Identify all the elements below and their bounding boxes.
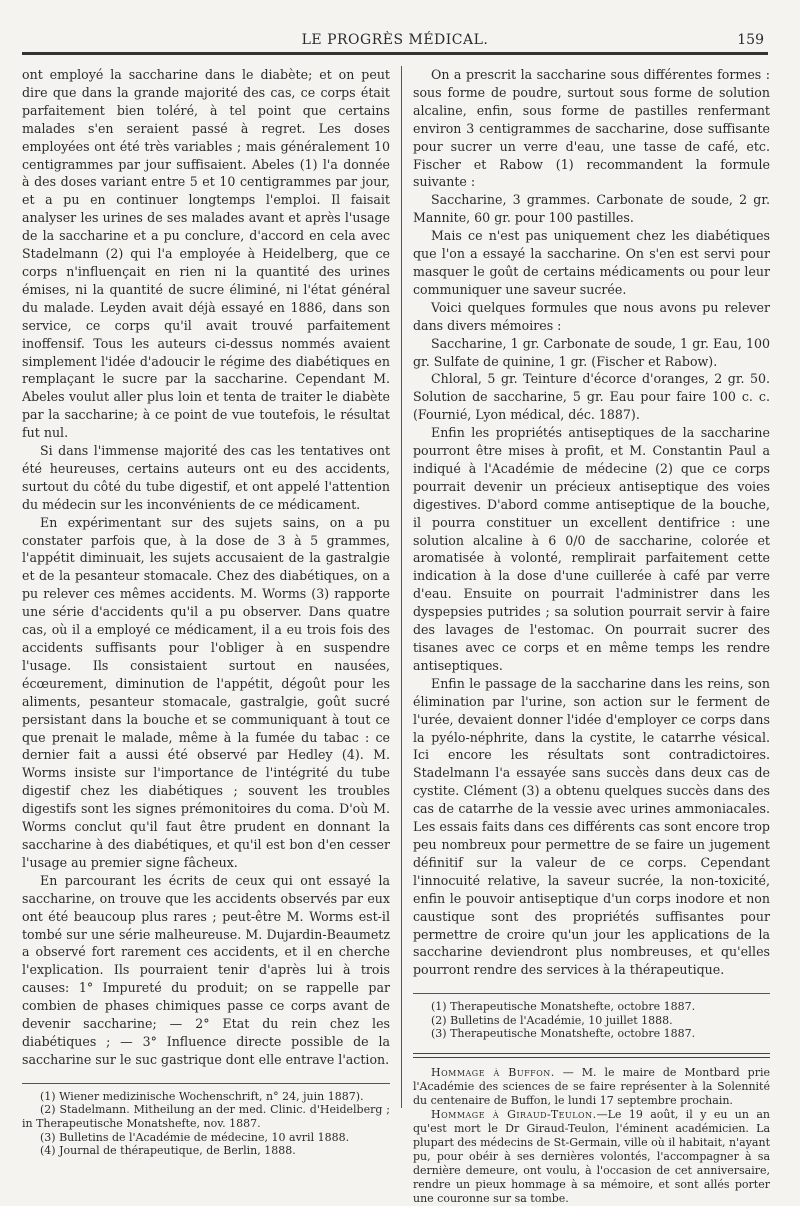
paragraph: Enfin les propriétés antiseptiques de la saccharine pourront être mises à profit, et M. Constantin Paul a indiqué à l'Académie de médecine (2) que ce corps pourrait devenir un précieux antiseptique des voies digestives. D'abord comme antiseptique de la bouche, il pourra constituer un excellent dentifrice : une solution alcaline à 6 0/0 de saccharine, colorée et aromatisée à volonté, remplirait parfaitement cette indication à la dose d'une cuillerée à café par verre d'eau. Ensuite on pourrait l'administrer dans les dyspepsies putrides ; sa solution pourrait servir à faire des lavages de l'estomac. On pourrait sucrer des tisanes avec ce corps et en même temps les rendre antiseptiques. — [413, 425, 770, 673]
news-notice — [413, 1066, 770, 1108]
footnote: (4) Journal de thérapeutique, de Berlin, 1888. — [40, 1144, 296, 1158]
paragraph: Si dans l'immense majorité des cas les tentatives ont été heureuses, certains auteurs ont eu des accidents, surtout du côté du tube digestif, et ont appelé l'attention du médecin sur les inconvénients de ce médicament. — [22, 443, 390, 512]
paragraph: Enfin le passage de la saccharine dans les reins, son élimination par l'urine, son action sur le ferment de l'urée, devaient donner l'idée d'employer ce corps dans la pyélo-néphrite, dans la cystite, le catarrhe vésical. Ici encore les résultats sont contradictoires. Stadelmann l'a essayée sans succès dans deux cas de cystite. Clément (3) a obtenu quelques succès dans des cas de catarrhe de la vessie avec urines ammoniacales. Les essais faits dans ces différents cas sont encore trop peu nombreux pour permettre de se faire un jugement définitif sur la valeur de ce corps. Cependant l'innocuité relative, la saveur sucrée, la non-toxicité, enfin le pouvoir antiseptique d'un corps inodore et non caustique sont des propriétés suffisantes pour permettre de croire qu'un jour les applications de la saccharine deviendront plus nombreuses, et qu'elles pourront rendre des services à la thérapeutique. — [413, 675, 770, 978]
notice-text: —Le 19 août, il y eu un an qu'est mort le Dr Giraud-Teulon, l'éminent académicien. La plupart des médecins de St-Germain, ville où il habitait, n'ayant pu, pour obéir à ses dernières volontés, l'accompagner à sa dernière demeure, ont voulu, à l'occasion de cet anniversaire, rendre un pieux hommage à sa mémoire, et sont allés porter une couronne sur sa tombe. — [413, 1108, 770, 1205]
notice-heading: Hommage à Giraud-Teulon. — [431, 1108, 597, 1121]
page-number: 159 — [737, 32, 764, 48]
paragraph: En parcourant les écrits de ceux qui ont essayé la saccharine, on trouve que les accidents observés par eux ont été beaucoup plus rares ; peut-être M. Worms est-il tombé sur une série malheureuse. M. Dujardin-Beaumetz a observé fort rarement ces accidents, et il en cherche l'explication. Ils pourraient tenir d'après lui à trois causes: 1° Impureté du produit; on se rappelle par combien de phases chimiques passe ce corps avant de devenir saccharine; — 2° Etat du rein chez les diabétiques ; — 3° Influence directe possible de la saccharine sur le suc gastrique dont elle entrave l'action. — [22, 872, 390, 1067]
left-column — [22, 66, 390, 1158]
column-divider — [401, 66, 402, 1108]
formula: Saccharine, 1 gr. Carbonate de soude, 1 gr. Eau, 100 gr. Sulfate de quinine, 1 gr. (Fischer et Rabow). — [413, 335, 770, 369]
paragraph: On a prescrit la saccharine sous différentes formes : sous forme de poudre, surtout sous forme de solution alcaline, enfin, sous forme de pastilles renfermant environ 3 centigrammes de saccharine, dose suffisante pour sucrer un verre d'eau, une tasse de café, etc. Fischer et Rabow (1) recommandent la formule suivante : — [413, 67, 770, 190]
notice-heading: Hommage à Buffon. — [431, 1066, 555, 1079]
header-rule — [22, 52, 768, 55]
notice-text: — M. le maire de Montbard prie l'Académie des sciences de se faire représenter à la Solennité du centenaire de Buffon, le lundi 17 septembre prochain. — [413, 1066, 770, 1107]
footnote-rule — [413, 993, 770, 994]
paragraph: Voici quelques formules que nous avons pu relever dans divers mémoires : — [413, 299, 770, 333]
footnote: (2) Bulletins de l'Académie, 10 juillet 1888. — [431, 1013, 673, 1027]
footnote: (3) Therapeutische Monatshefte, octobre 1887. — [431, 1027, 696, 1041]
paragraph: En expérimentant sur des sujets sains, on a pu constater parfois que, à la dose de 3 à 5 grammes, l'appétit diminuait, les sujets accusaient de la gastralgie et de la pesanteur stomacale. Chez des diabétiques, on a pu relever ces mêmes accidents. M. Worms (3) rapporte une série d'accidents qu'il a pu observer. Dans quatre cas, où il a employé ce médicament, il a eu trois fois des accidents suffisants pour l'obliger à en suspendre l'usage. Ils consistaient surtout en nausées, écœurement, diminution de l'appétit, dégoût pour les aliments, pesanteur stomacale, gastralgie, goût sucré persistant dans la bouche et se communiquant à tout ce que prenait le malade, même à la fumée du tabac : ce dernier fait a aussi été observé par Hedley (4). M. Worms insiste sur l'importance de l'intégrité du tube digestif chez les diabétiques ; souvent les troubles digestifs sont les signes prémonitoires du coma. D'où M. Worms conclut qu'il faut être prudent en donnant la saccharine à des diabétiques, et qu'il est bon d'en cesser l'usage au premier signe fâcheux. — [22, 514, 390, 870]
section-separator — [413, 1053, 770, 1058]
journal-title: LE PROGRÈS MÉDICAL. — [301, 32, 489, 48]
paragraph: Mais ce n'est pas uniquement chez les diabétiques que l'on a essayé la saccharine. On s'en est servi pour masquer le goût de certains médicaments ou pour leur communiquer une saveur sucrée. — [413, 228, 770, 297]
footnote: (2) Stadelmann. Mitheilung an der med. Clinic. d'Heidelberg ; in Therapeutische Monatshefte, nov. 1887. — [22, 1103, 390, 1130]
footnote: (3) Bulletins de l'Académie de médecine, 10 avril 1888. — [40, 1130, 350, 1144]
footnote: (1) Therapeutische Monatshefte, octobre 1887. — [431, 1000, 696, 1014]
formula: Chloral, 5 gr. Teinture d'écorce d'oranges, 2 gr. 50. Solution de saccharine, 5 gr. Eau pour faire 100 c. c. (Fournié, Lyon médical, déc. 1887). — [413, 371, 770, 423]
right-column — [413, 66, 770, 1206]
footnote: (1) Wiener medizinische Wochenschrift, n° 24, juin 1887). — [40, 1089, 364, 1103]
paragraph: ont employé la saccharine dans le diabète; et on peut dire que dans la grande majorité des cas, ce corps était parfaitement bien toléré, à tel point que certains malades s'en seraient passé à regret. Les doses employées ont été très variables ; mais généralement 10 centigrammes par jour suffisaient. Abeles (1) l'a donnée à des doses variant entre 5 et 10 centigrammes par jour, et a pu en continuer longtemps l'emploi. Il faisait analyser les urines de ses malades avant et après l'usage de la saccharine et a pu conclure, d'accord en cela avec Stadelmann (2) qui l'a employée à Heidelberg, que ce corps n'influençait en rien ni la quantité des urines émises, ni la quantité de sucre éliminé, ni l'état général du malade. Leyden avait déjà essayé en 1886, dans son service, ce corps qu'il avait trouvé parfaitement inoffensif. Tous les auteurs ci-dessus nommés avaient simplement l'idée d'adoucir le régime des diabétiques en remplaçant le sucre par la saccharine. Cependant M. Abeles voulut aller plus loin et tenta de traiter le diabète par la saccharine; à ce point de vue toutefois, le résultat fut nul. — [22, 67, 390, 441]
formula: Saccharine, 3 grammes. Carbonate de soude, 2 gr. Mannite, 60 gr. pour 100 pastilles. — [413, 192, 770, 226]
news-notice — [413, 1108, 770, 1206]
page-header — [22, 30, 768, 52]
footnote-rule — [22, 1083, 390, 1084]
